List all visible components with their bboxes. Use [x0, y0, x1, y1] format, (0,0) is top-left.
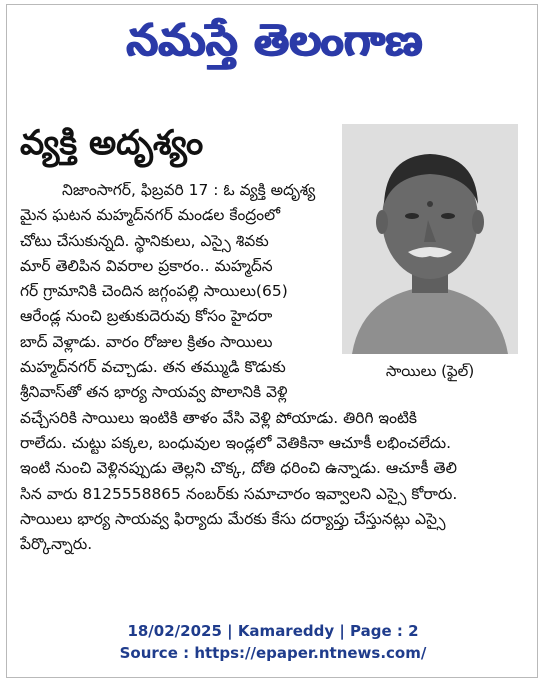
article-body: [20, 178, 520, 557]
article-line: బాద్ వెళ్లాడు. వారం రోజుల క్రితం సాయిలు: [20, 332, 273, 351]
article-line: గర్ గ్రామానికి చెందిన జగ్గంపల్లి సాయిలు(65): [20, 282, 288, 301]
article-line: ఆరేండ్ల నుంచి బ్రతుకుదెరువు కోసం హైదరా: [20, 307, 273, 326]
source-footer: [0, 620, 546, 664]
article-line: వచ్చేసరికి సాయిలు ఇంటికి తాళం వేసి వెళ్లి పోయాడు. తిరిగి ఇంటికి: [20, 408, 418, 427]
source-url[interactable]: Source : https://epaper.ntnews.com/: [119, 644, 427, 662]
article-line: మైన ఘటన మహ్మద్‌నగర్ మండల కేంద్రంలో: [20, 206, 281, 225]
article-line: మార్ తెలిపిన వివరాల ప్రకారం.. మహ్మద్‌న: [20, 256, 273, 275]
article-line: సిన వారు 8125558865 నంబర్‌కు సమాచారం ఇవ్వాలని ఎస్సై కోరారు.: [20, 484, 458, 503]
article-line: రాలేదు. చుట్టు పక్కల, బంధువుల ఇండ్లలో వెతికినా ఆచూకీ లభించలేదు.: [20, 433, 452, 452]
article-line: మహ్మద్‌నగర్ వచ్చాడు. తన తమ్ముడి కొడుకు: [20, 358, 286, 377]
article-line: ఇంటి నుంచి వెళ్లినప్పుడు తెల్లని చొక్క, దోతి ధరించి ఉన్నాడు. ఆచూకీ తెలి: [20, 459, 457, 478]
article-line: పేర్కొన్నారు.: [20, 535, 93, 554]
article-line: శ్రీనివాస్‌తో తన భార్య సాయవ్వ పొలానికి వెళ్లి: [20, 383, 288, 402]
article-line: నిజాంసాగర్, ఫిబ్రవరి 17 : ఓ వ్యక్తి అదృశ్య: [62, 181, 316, 199]
article-line: సాయిలు భార్య సాయవ్వ ఫిర్యాదు మేరకు కేసు దర్యాప్తు చేస్తునట్లు ఎస్సై: [20, 509, 446, 528]
article-headline: వ్యక్తి అదృశ్యం: [20, 123, 204, 163]
photo-caption: సాయిలు (ఫైల్): [385, 362, 475, 380]
newspaper-masthead: నమస్తే తెలంగాణ: [126, 15, 424, 66]
publication-date-line: 18/02/2025 | Kamareddy | Page : 2: [127, 622, 419, 640]
article-line: చోటు చేసుకున్నది. స్థానికులు, ఎస్సై శివకు: [20, 231, 269, 250]
